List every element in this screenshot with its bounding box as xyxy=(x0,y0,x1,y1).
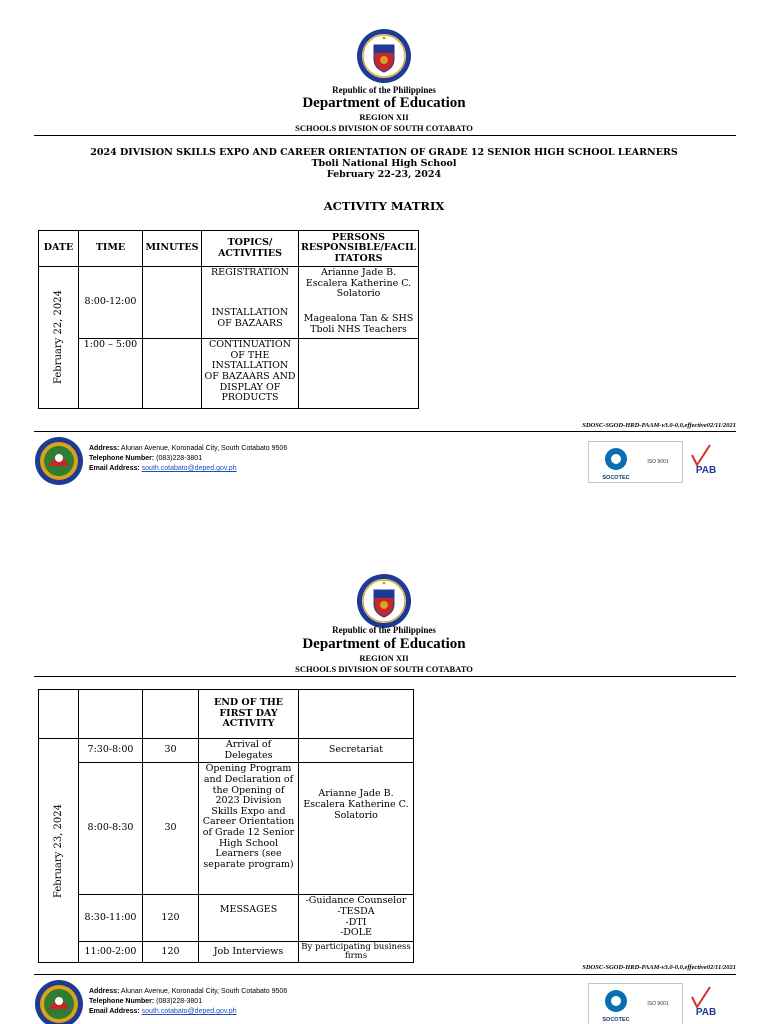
table-row xyxy=(39,690,414,739)
topic-installation: INSTALLATION OF BAZAARS xyxy=(211,307,289,329)
persons-cell: Arianne Jade B. Escalera Katherine C. Solatorio xyxy=(299,763,414,895)
table-row xyxy=(39,942,414,963)
table-row xyxy=(39,763,414,895)
header-region: REGION XII xyxy=(359,653,409,663)
address-label: Address: xyxy=(89,988,120,995)
socotec-label: SOCOTEC xyxy=(602,475,630,481)
persons-cell: -Guidance Counselor -TESDA -DTI -DOLE xyxy=(299,895,414,942)
event-venue: Tboli National High School xyxy=(311,158,457,169)
minutes-cell: 120 xyxy=(143,942,199,963)
persons-registration: Arianne Jade B. Escalera Katherine C. Solatorio xyxy=(305,267,412,300)
header-region: REGION XII xyxy=(359,112,409,122)
certification-logos-icon xyxy=(588,441,728,483)
address-value: Alunan Avenue, Koronadal City, South Cotabato 9506 xyxy=(120,988,288,995)
footer-divider xyxy=(34,974,736,975)
iso-label: ISO 9001 xyxy=(647,459,669,465)
address-label: Address: xyxy=(89,445,120,452)
header-department: Department of Education xyxy=(302,95,466,111)
date-text: February 22, 2024 xyxy=(52,290,64,385)
header-topics: TOPICS/ ACTIVITIES xyxy=(202,231,299,267)
persons-cell xyxy=(299,267,419,339)
certification-logos-icon xyxy=(588,983,728,1024)
event-title: 2024 DIVISION SKILLS EXPO AND CAREER ORIENTATION OF GRADE 12 SENIOR HIGH SCHOOL LEARNERS xyxy=(90,147,678,158)
phone-label: Telephone Number: xyxy=(89,998,155,1006)
header-republic: Republic of the Philippines xyxy=(332,85,436,95)
header-time: TIME xyxy=(79,231,143,267)
activity-cell: Arrival of Delegates xyxy=(199,739,299,763)
pab-label: PAB xyxy=(695,465,717,476)
document-page-2 xyxy=(0,555,768,1024)
empty-cell xyxy=(143,690,199,739)
table-row xyxy=(39,339,419,409)
minutes-cell: 120 xyxy=(143,895,199,942)
footer-contact xyxy=(89,987,287,1017)
time-cell: 11:00-2:00 xyxy=(79,942,143,963)
division-logo-icon xyxy=(34,436,84,486)
header-department: Department of Education xyxy=(302,636,466,652)
address-value: Alunan Avenue, Koronadal City, South Cotabato 9506 xyxy=(120,445,288,452)
topic-continuation: CONTINUATION OF THE INSTALLATION OF BAZAARS AND DISPLAY OF PRODUCTS xyxy=(202,339,299,409)
persons-cell: Secretariat xyxy=(299,739,414,763)
minutes-cell xyxy=(143,267,202,339)
email-link[interactable]: south.cotabato@deped.gov.ph xyxy=(141,1008,237,1016)
minutes-cell: 30 xyxy=(143,763,199,895)
event-dates: February 22-23, 2024 xyxy=(326,169,442,180)
iso-label: ISO 9001 xyxy=(647,1001,669,1007)
activity-table-day1 xyxy=(38,230,419,409)
footer-contact xyxy=(89,444,287,474)
topics-cell xyxy=(202,267,299,339)
topic-registration: REGISTRATION xyxy=(211,267,289,278)
header-date: DATE xyxy=(39,231,79,267)
table-row xyxy=(39,739,414,763)
header-minutes: MINUTES xyxy=(143,231,202,267)
footer-divider xyxy=(34,431,736,432)
date-cell xyxy=(39,739,79,963)
header-divider xyxy=(34,135,736,136)
time-cell: 7:30-8:00 xyxy=(79,739,143,763)
socotec-label: SOCOTEC xyxy=(602,1017,630,1023)
matrix-title: ACTIVITY MATRIX xyxy=(323,199,445,213)
activity-table-day2 xyxy=(38,689,414,963)
time-cell: 8:00-8:30 xyxy=(79,763,143,895)
division-logo-icon xyxy=(34,979,84,1024)
phone-value: (083)228-3801 xyxy=(156,998,203,1006)
activity-cell: MESSAGES xyxy=(199,895,299,942)
persons-cell xyxy=(299,339,419,409)
phone-label: Telephone Number: xyxy=(89,455,155,463)
activity-cell: Job Interviews xyxy=(199,942,299,963)
deped-seal-icon xyxy=(356,28,412,84)
activity-cell: Opening Program and Declaration of the Opening of 2023 Division Skills Expo and Career Orientation of Grade 12 Senior High School Learners (see separate program) xyxy=(199,763,299,895)
table-row xyxy=(39,895,414,942)
header-persons: PERSONS RESPONSIBLE/FACIL ITATORS xyxy=(299,231,419,267)
minutes-cell xyxy=(143,339,202,409)
document-reference: SDOSC-SGOD-HRD-PAAM-v3.0-0.0,effective02/11/2021 xyxy=(582,964,736,971)
document-reference: SDOSC-SGOD-HRD-PAAM-v3.0-0.0,effective02/11/2021 xyxy=(582,422,736,429)
deped-seal-icon xyxy=(356,573,412,629)
header-division: SCHOOLS DIVISION OF SOUTH COTABATO xyxy=(295,664,473,674)
date-text: February 23, 2024 xyxy=(52,803,64,898)
email-label: Email Address: xyxy=(89,1008,140,1016)
time-cell: 1:00 – 5:00 xyxy=(79,339,143,409)
minutes-cell: 30 xyxy=(143,739,199,763)
empty-cell xyxy=(299,690,414,739)
email-link[interactable]: south.cotabato@deped.gov.ph xyxy=(141,465,237,473)
table-row xyxy=(39,267,419,339)
empty-cell xyxy=(39,690,79,739)
time-cell: 8:00-12:00 xyxy=(79,267,143,339)
header-divider xyxy=(34,676,736,677)
header-republic: Republic of the Philippines xyxy=(332,625,436,635)
persons-cell: By participating business firms xyxy=(299,942,414,963)
empty-cell xyxy=(79,690,143,739)
header-division: SCHOOLS DIVISION OF SOUTH COTABATO xyxy=(295,123,473,133)
phone-value: (083)228-3801 xyxy=(156,455,203,463)
time-cell: 8:30-11:00 xyxy=(79,895,143,942)
end-first-day-cell: END OF THE FIRST DAY ACTIVITY xyxy=(199,690,299,739)
table-header-row xyxy=(39,231,419,267)
pab-label: PAB xyxy=(695,1007,717,1018)
date-cell xyxy=(39,267,79,409)
persons-installation: Magealona Tan & SHS Tboli NHS Teachers xyxy=(303,313,414,335)
email-label: Email Address: xyxy=(89,465,140,473)
